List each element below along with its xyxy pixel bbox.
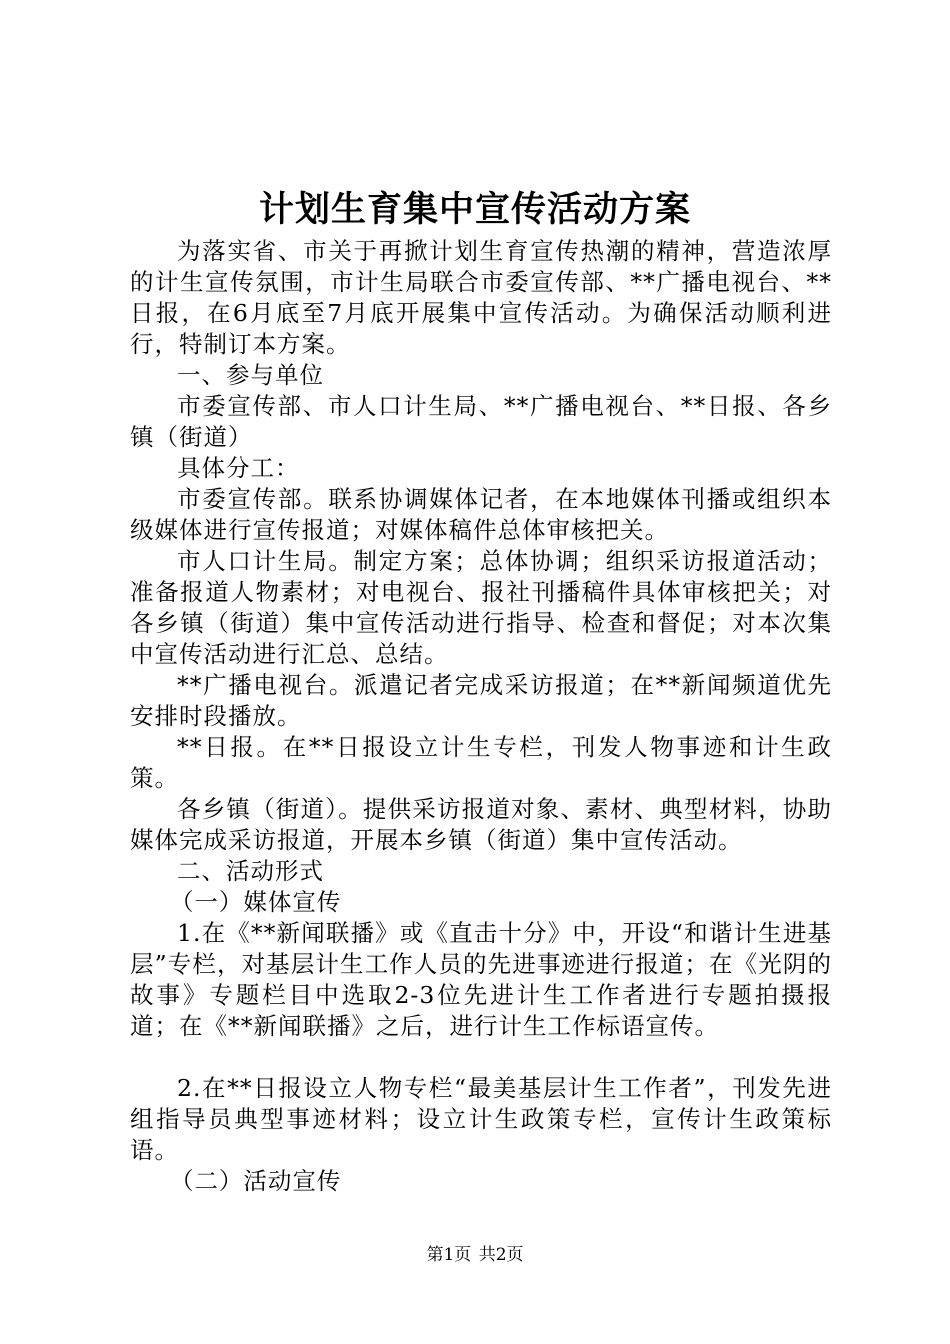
media-item-2-paragraph: 2.在**日报设立人物专栏“最美基层计生工作者”，刊发先进组指导员典型事迹材料；设立计生政策专栏，宣传计生政策标语。 [130, 1074, 832, 1164]
population-bureau-paragraph: 市人口计生局。制定方案；总体协调；组织采访报道活动；准备报道人物素材；对电视台、报社刊播稿件具体审核把关；对各乡镇（街道）集中宣传活动进行指导、检查和督促；对本次集中宣传活动进行汇总、总结。 [130, 547, 832, 668]
page-number: 第1页 [426, 1245, 472, 1265]
subsection-heading-activity: （二）活动宣传 [169, 1167, 342, 1195]
page-footer [0, 1244, 950, 1266]
section-heading-activity-forms: 二、活动形式 [177, 857, 324, 885]
document-body [130, 236, 832, 1197]
propaganda-dept-paragraph: 市委宣传部。联系协调媒体记者，在本地媒体刊播或组织本级媒体进行宣传报道；对媒体稿件总体审核把关。 [130, 485, 832, 544]
section-heading-participants: 一、参与单位 [177, 361, 324, 389]
daily-paper-paragraph: **日报。在**日报设立计生专栏，刊发人物事迹和计生政策。 [130, 733, 832, 792]
tv-station-paragraph: **广播电视台。派遣记者完成采访报道；在**新闻频道优先安排时段播放。 [130, 671, 832, 730]
media-item-1-paragraph: 1.在《**新闻联播》或《直击十分》中，开设“和谐计生进基层”专栏，对基层计生工作人员的先进事迹进行报道；在《光阴的故事》专题栏目中选取2-3位先进计生工作者进行专题拍摄报道；在《**新闻联播》之后，进行计生工作标语宣传。 [130, 919, 832, 1040]
division-heading: 具体分工： [177, 454, 300, 482]
document-title: 计划生育集中宣传活动方案 [258, 189, 691, 230]
participants-paragraph: 市委宣传部、市人口计生局、**广播电视台、**日报、各乡镇（街道） [130, 392, 832, 451]
subsection-heading-media: （一）媒体宣传 [169, 888, 342, 916]
intro-paragraph: 为落实省、市关于再掀计划生育宣传热潮的精神，营造浓厚的计生宣传氛围，市计生局联合市委宣传部、**广播电视台、**日报，在6月底至7月底开展集中宣传活动。为确保活动顺利进行，特制订本方案。 [130, 237, 832, 358]
townships-paragraph: 各乡镇（街道）。提供采访报道对象、素材、典型材料，协助媒体完成采访报道，开展本乡镇（街道）集中宣传活动。 [130, 795, 832, 854]
page-total: 共2页 [478, 1245, 524, 1265]
